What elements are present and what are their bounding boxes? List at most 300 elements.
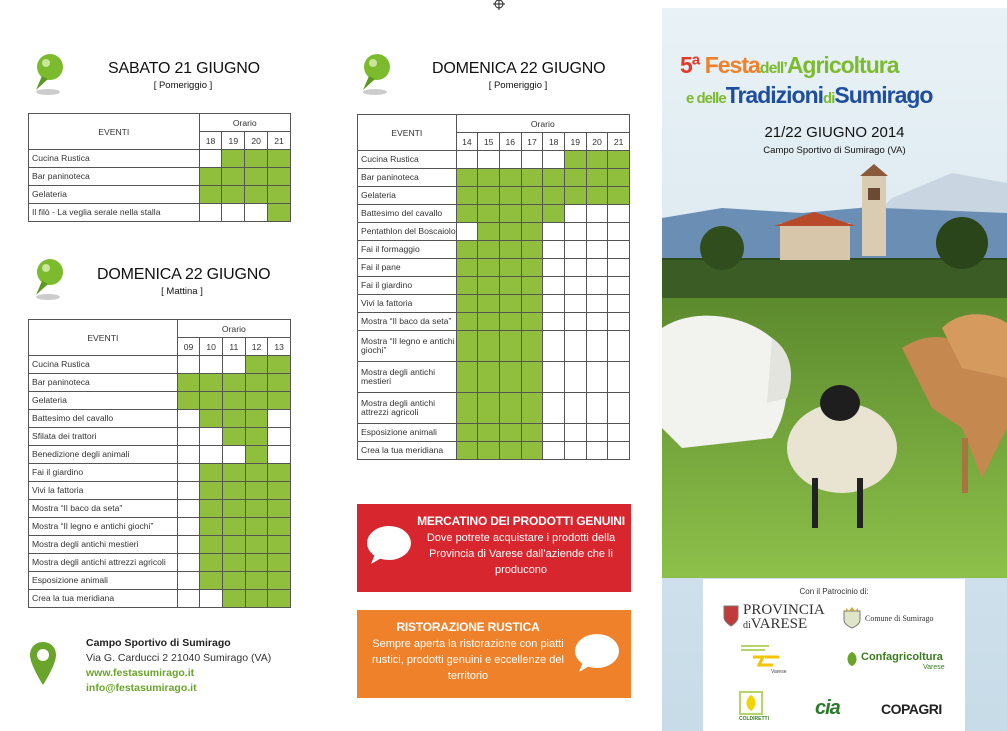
time-slot-active <box>521 393 543 424</box>
schedule-row <box>29 554 291 572</box>
domenica-pomeriggio-schedule-table <box>357 114 630 460</box>
time-slot-active <box>268 356 291 374</box>
schedule-row <box>358 424 630 442</box>
time-slot-active <box>608 151 630 169</box>
agricoltura-word: Agricoltura <box>786 52 899 78</box>
schedule-row <box>358 241 630 259</box>
time-slot-empty <box>543 313 565 331</box>
time-slot-active <box>456 362 478 393</box>
hour-header: 09 <box>177 338 200 356</box>
event-name: Mostra degli antichi mestieri <box>358 362 457 393</box>
time-slot-active <box>499 223 521 241</box>
website-link[interactable]: www.festasumirago.it <box>86 667 195 679</box>
schedule-row <box>29 204 291 222</box>
time-slot-active <box>456 259 478 277</box>
time-slot-empty <box>564 295 586 313</box>
time-slot-active <box>521 205 543 223</box>
time-slot-active <box>456 442 478 460</box>
time-slot-empty <box>586 313 608 331</box>
sabato-subtitle: [ Pomeriggio ] <box>153 80 213 91</box>
ristorazione-body: Sempre aperta la ristorazione con piatti rustici, prodotti genuini e eccellenze del territorio <box>371 638 564 682</box>
mercatino-body: Dove potrete acquistare i prodotti della Provincia di Varese dall’aziende che li producono <box>426 532 616 576</box>
time-slot-empty <box>199 150 222 168</box>
hour-header: 14 <box>456 133 478 151</box>
map-pin-icon <box>30 257 66 301</box>
event-name: Benedizione degli animali <box>29 446 178 464</box>
time-slot-active <box>245 410 268 428</box>
apa-varese: Varese <box>771 669 787 675</box>
e-delle-word: e delle <box>686 90 726 107</box>
time-slot-empty <box>543 277 565 295</box>
coldiretti-symbol-icon <box>739 691 763 715</box>
schedule-row <box>29 428 291 446</box>
map-pin-icon <box>30 52 66 96</box>
schedule-row <box>358 169 630 187</box>
time-slot-active <box>456 205 478 223</box>
event-name: Battesimo del cavallo <box>29 410 178 428</box>
time-slot-empty <box>586 393 608 424</box>
schedule-row <box>29 536 291 554</box>
time-slot-active <box>223 536 246 554</box>
time-slot-empty <box>564 259 586 277</box>
time-slot-active <box>223 482 246 500</box>
time-slot-active <box>177 374 200 392</box>
time-slot-empty <box>543 259 565 277</box>
time-slot-empty <box>586 362 608 393</box>
coldiretti-logo <box>739 691 769 725</box>
time-slot-empty <box>586 442 608 460</box>
venue-address: Via G. Carducci 2 21040 Sumirago (VA) <box>86 652 272 664</box>
domenica-mattina-title: DOMENICA 22 GIUGNO <box>97 266 271 283</box>
time-slot-active <box>608 187 630 205</box>
time-slot-active <box>268 186 291 204</box>
time-slot-active <box>521 169 543 187</box>
events-header: EVENTI <box>29 320 178 356</box>
time-slot-active <box>223 554 246 572</box>
schedule-row <box>29 392 291 410</box>
time-slot-active <box>268 554 291 572</box>
time-slot-empty <box>543 151 565 169</box>
time-slot-active <box>200 554 223 572</box>
time-slot-active <box>478 259 500 277</box>
time-slot-empty <box>543 424 565 442</box>
time-slot-active <box>245 150 268 168</box>
hour-header: 10 <box>200 338 223 356</box>
time-slot-active <box>200 500 223 518</box>
time-slot-empty <box>586 277 608 295</box>
time-slot-active <box>499 424 521 442</box>
time-slot-active <box>268 464 291 482</box>
time-slot-active <box>200 518 223 536</box>
time-slot-active <box>499 313 521 331</box>
time-slot-empty <box>177 428 200 446</box>
event-name: Bar paninoteca <box>358 169 457 187</box>
time-slot-empty <box>177 500 200 518</box>
time-slot-empty <box>608 241 630 259</box>
time-slot-active <box>478 241 500 259</box>
event-name: Fai il giardino <box>29 464 178 482</box>
event-name: Crea la tua meridiana <box>358 442 457 460</box>
schedule-row <box>29 482 291 500</box>
time-slot-active <box>268 572 291 590</box>
time-slot-active <box>586 169 608 187</box>
time-slot-empty <box>177 482 200 500</box>
festa-word: Festa <box>704 52 760 78</box>
orario-header: Orario <box>177 320 290 338</box>
time-slot-active <box>499 362 521 393</box>
di-word: di <box>823 90 835 107</box>
provincia-crest-icon <box>723 605 739 627</box>
event-name: Vivi la fattoria <box>29 482 178 500</box>
event-name: Battesimo del cavallo <box>358 205 457 223</box>
time-slot-active <box>200 536 223 554</box>
mercatino-title: MERCATINO DEI PRODOTTI GENUINI <box>417 514 625 528</box>
time-slot-empty <box>177 590 200 608</box>
time-slot-active <box>245 464 268 482</box>
time-slot-active <box>478 331 500 362</box>
ristorazione-title: RISTORAZIONE RUSTICA <box>396 620 540 634</box>
hour-header: 13 <box>268 338 291 356</box>
time-slot-active <box>456 169 478 187</box>
cover-title <box>680 52 1000 112</box>
confagricoltura-leaf-icon <box>845 651 859 667</box>
hour-header: 18 <box>199 132 222 150</box>
time-slot-empty <box>564 205 586 223</box>
email-link[interactable]: info@festasumirago.it <box>86 682 197 694</box>
time-slot-empty <box>268 428 291 446</box>
time-slot-active <box>499 295 521 313</box>
time-slot-active <box>200 482 223 500</box>
time-slot-empty <box>586 295 608 313</box>
time-slot-active <box>245 446 268 464</box>
schedule-row <box>29 446 291 464</box>
time-slot-empty <box>200 590 223 608</box>
time-slot-empty <box>564 277 586 295</box>
cia-logo: cia <box>815 697 840 719</box>
crosshair-icon <box>493 0 505 9</box>
event-name: Il filò - La veglia serale nella stalla <box>29 204 200 222</box>
time-slot-active <box>268 500 291 518</box>
time-slot-empty <box>543 393 565 424</box>
event-name: Fai il giardino <box>358 277 457 295</box>
time-slot-empty <box>608 331 630 362</box>
hour-header: 21 <box>608 133 630 151</box>
venue-name: Campo Sportivo di Sumirago <box>86 637 231 649</box>
event-dates: 21/22 GIUGNO 2014 <box>764 124 905 141</box>
time-slot-empty <box>608 223 630 241</box>
time-slot-active <box>586 151 608 169</box>
domenica-pomeriggio-title: DOMENICA 22 GIUGNO <box>432 60 606 77</box>
dell-word: dell’ <box>759 60 787 77</box>
hour-header: 18 <box>543 133 565 151</box>
time-slot-empty <box>543 362 565 393</box>
coldiretti-name: COLDIRETTI <box>739 716 769 722</box>
time-slot-empty <box>543 223 565 241</box>
time-slot-active <box>223 518 246 536</box>
hour-header: 20 <box>245 132 268 150</box>
varese-name: VARESE <box>750 616 808 632</box>
time-slot-empty <box>177 554 200 572</box>
hour-header: 20 <box>586 133 608 151</box>
time-slot-empty <box>200 428 223 446</box>
time-slot-empty <box>586 205 608 223</box>
events-header: EVENTI <box>29 114 200 150</box>
apa-logo <box>739 641 789 677</box>
event-name: Gelateria <box>29 392 178 410</box>
schedule-row <box>358 259 630 277</box>
time-slot-empty <box>586 241 608 259</box>
time-slot-active <box>499 205 521 223</box>
time-slot-active <box>245 590 268 608</box>
schedule-row <box>29 374 291 392</box>
time-slot-active <box>456 424 478 442</box>
time-slot-empty <box>586 259 608 277</box>
time-slot-active <box>456 187 478 205</box>
event-name: Esposizione animali <box>358 424 457 442</box>
time-slot-empty <box>177 518 200 536</box>
time-slot-active <box>499 241 521 259</box>
time-slot-active <box>521 241 543 259</box>
schedule-row <box>358 277 630 295</box>
time-slot-active <box>245 356 268 374</box>
time-slot-active <box>521 223 543 241</box>
time-slot-empty <box>499 151 521 169</box>
time-slot-active <box>200 374 223 392</box>
time-slot-active <box>199 186 222 204</box>
time-slot-active <box>223 572 246 590</box>
time-slot-active <box>499 169 521 187</box>
time-slot-active <box>499 442 521 460</box>
time-slot-active <box>268 150 291 168</box>
schedule-row <box>29 168 291 186</box>
hour-header: 11 <box>223 338 246 356</box>
schedule-row <box>358 331 630 362</box>
time-slot-active <box>268 536 291 554</box>
time-slot-empty <box>223 446 246 464</box>
time-slot-empty <box>608 362 630 393</box>
time-slot-active <box>456 295 478 313</box>
event-name: Bar paninoteca <box>29 168 200 186</box>
event-name: Crea la tua meridiana <box>29 590 178 608</box>
schedule-row <box>358 442 630 460</box>
time-slot-active <box>223 500 246 518</box>
time-slot-empty <box>564 393 586 424</box>
time-slot-empty <box>177 410 200 428</box>
time-slot-active <box>499 331 521 362</box>
time-slot-active <box>268 168 291 186</box>
time-slot-empty <box>564 362 586 393</box>
schedule-row <box>29 356 291 374</box>
schedule-row <box>29 410 291 428</box>
time-slot-active <box>200 392 223 410</box>
schedule-row <box>358 223 630 241</box>
event-name: Mostra “Il legno e antichi giochi” <box>29 518 178 536</box>
event-name: Cucina Rustica <box>29 150 200 168</box>
time-slot-empty <box>608 205 630 223</box>
time-slot-empty <box>177 446 200 464</box>
time-slot-empty <box>608 393 630 424</box>
time-slot-empty <box>608 424 630 442</box>
sabato-title: SABATO 21 GIUGNO <box>108 60 260 77</box>
time-slot-active <box>245 168 268 186</box>
schedule-row <box>358 313 630 331</box>
time-slot-active <box>564 187 586 205</box>
location-icon <box>28 640 58 688</box>
time-slot-active <box>478 393 500 424</box>
event-name: Pentathlon del Boscaiolo <box>358 223 457 241</box>
time-slot-active <box>223 590 246 608</box>
time-slot-empty <box>543 331 565 362</box>
event-name: Mostra degli antichi mestieri <box>29 536 178 554</box>
confagricoltura-name: Confagricoltura <box>861 651 943 663</box>
sabato-schedule-table <box>28 113 291 222</box>
time-slot-empty <box>177 464 200 482</box>
schedule-row <box>29 464 291 482</box>
domenica-pomeriggio-subtitle: [ Pomeriggio ] <box>488 80 548 91</box>
event-name: Vivi la fattoria <box>358 295 457 313</box>
event-name: Fai il pane <box>358 259 457 277</box>
time-slot-active <box>245 536 268 554</box>
time-slot-empty <box>586 223 608 241</box>
time-slot-active <box>478 205 500 223</box>
event-name: Mostra degli antichi attrezzi agricoli <box>29 554 178 572</box>
time-slot-active <box>564 169 586 187</box>
event-name: Sfilata dei trattori <box>29 428 178 446</box>
time-slot-active <box>245 374 268 392</box>
time-slot-active <box>456 241 478 259</box>
schedule-row <box>358 362 630 393</box>
domenica-mattina-schedule-table <box>28 319 291 608</box>
provincia-di: di <box>743 620 751 631</box>
schedule-row <box>29 500 291 518</box>
event-name: Cucina Rustica <box>29 356 178 374</box>
domenica-mattina-subtitle: [ Mattina ] <box>161 286 203 297</box>
event-name: Esposizione animali <box>29 572 178 590</box>
tradizioni-word: Tradizioni <box>725 82 824 108</box>
sponsor-logos-panel <box>703 579 965 731</box>
confagricoltura-varese: Varese <box>923 664 945 671</box>
time-slot-empty <box>543 442 565 460</box>
event-name: Mostra degli antichi attrezzi agricoli <box>358 393 457 424</box>
time-slot-empty <box>564 223 586 241</box>
time-slot-active <box>245 428 268 446</box>
mercatino-box <box>357 504 631 592</box>
event-name: Gelateria <box>29 186 200 204</box>
hour-header: 17 <box>521 133 543 151</box>
time-slot-active <box>521 442 543 460</box>
time-slot-active <box>521 295 543 313</box>
time-slot-empty <box>586 424 608 442</box>
time-slot-active <box>521 187 543 205</box>
time-slot-active <box>223 464 246 482</box>
time-slot-empty <box>564 331 586 362</box>
schedule-row <box>29 572 291 590</box>
event-venue: Campo Sportivo di Sumirago (VA) <box>763 145 906 156</box>
time-slot-empty <box>268 446 291 464</box>
map-pin-icon <box>357 52 393 96</box>
orario-header: Orario <box>199 114 290 132</box>
time-slot-active <box>478 424 500 442</box>
time-slot-empty <box>177 536 200 554</box>
time-slot-active <box>521 313 543 331</box>
time-slot-active <box>245 500 268 518</box>
time-slot-active <box>521 331 543 362</box>
time-slot-active <box>499 187 521 205</box>
time-slot-active <box>200 572 223 590</box>
time-slot-empty <box>564 313 586 331</box>
patrocinio-label: Con il Patrocinio di: <box>799 587 869 596</box>
time-slot-active <box>245 518 268 536</box>
time-slot-empty <box>608 277 630 295</box>
time-slot-active <box>456 277 478 295</box>
event-name: Cucina Rustica <box>358 151 457 169</box>
time-slot-active <box>499 259 521 277</box>
time-slot-active <box>478 223 500 241</box>
time-slot-active <box>268 374 291 392</box>
time-slot-active <box>199 168 222 186</box>
speech-bubble-icon <box>575 634 619 668</box>
time-slot-active <box>586 187 608 205</box>
time-slot-active <box>564 151 586 169</box>
time-slot-empty <box>223 356 246 374</box>
time-slot-active <box>456 313 478 331</box>
time-slot-empty <box>268 410 291 428</box>
hour-header: 19 <box>222 132 245 150</box>
comune-crest-icon <box>843 607 861 629</box>
hour-header: 12 <box>245 338 268 356</box>
cover-panel <box>662 8 1007 731</box>
events-header: EVENTI <box>358 115 457 151</box>
time-slot-active <box>478 169 500 187</box>
time-slot-active <box>478 187 500 205</box>
time-slot-active <box>245 392 268 410</box>
time-slot-empty <box>222 204 245 222</box>
time-slot-active <box>478 277 500 295</box>
comune-name: Comune di Sumirago <box>865 614 934 623</box>
time-slot-active <box>222 186 245 204</box>
event-name: Fai il formaggio <box>358 241 457 259</box>
time-slot-active <box>521 362 543 393</box>
time-slot-empty <box>245 204 268 222</box>
copagri-logo: COPAGRI <box>881 701 942 717</box>
time-slot-active <box>223 392 246 410</box>
contact-block <box>86 636 271 696</box>
schedule-row <box>358 393 630 424</box>
schedule-row <box>29 186 291 204</box>
time-slot-empty <box>608 295 630 313</box>
time-slot-active <box>268 482 291 500</box>
time-slot-active <box>268 204 291 222</box>
time-slot-active <box>200 464 223 482</box>
time-slot-empty <box>478 151 500 169</box>
time-slot-empty <box>586 331 608 362</box>
time-slot-empty <box>543 241 565 259</box>
schedule-row <box>358 187 630 205</box>
time-slot-active <box>543 169 565 187</box>
time-slot-active <box>456 331 478 362</box>
time-slot-active <box>222 150 245 168</box>
orario-header: Orario <box>456 115 629 133</box>
time-slot-empty <box>199 204 222 222</box>
schedule-row <box>29 590 291 608</box>
time-slot-active <box>200 410 223 428</box>
time-slot-active <box>223 410 246 428</box>
event-name: Gelateria <box>358 187 457 205</box>
time-slot-active <box>478 295 500 313</box>
time-slot-empty <box>608 442 630 460</box>
time-slot-active <box>268 518 291 536</box>
time-slot-empty <box>543 295 565 313</box>
